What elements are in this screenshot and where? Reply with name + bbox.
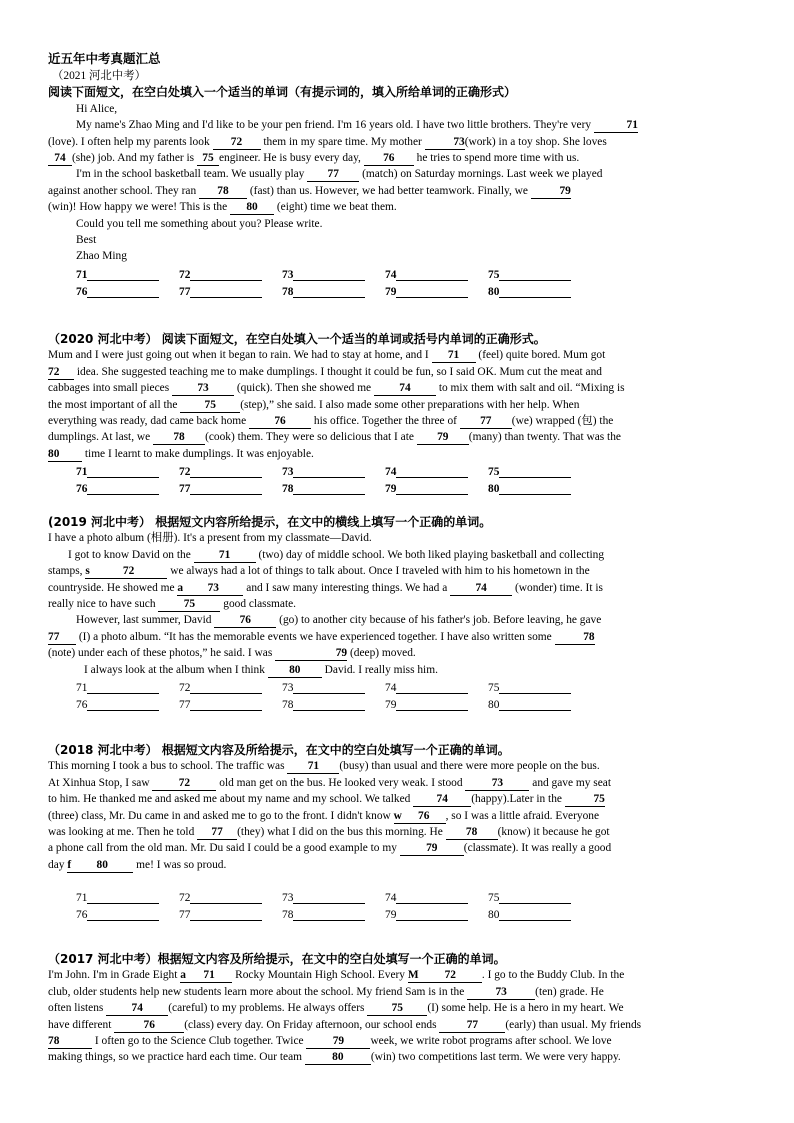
- answer-line[interactable]: [87, 908, 159, 921]
- blank-80[interactable]: 80: [305, 1051, 371, 1065]
- answer-line[interactable]: [293, 681, 365, 694]
- passage-text: (deep) moved.: [349, 647, 416, 660]
- answer-line[interactable]: [396, 681, 468, 694]
- passage-text: (fast) than us. However, we had better teamwork. Finally, we: [249, 184, 528, 197]
- answer-line[interactable]: [87, 465, 159, 478]
- blank-75[interactable]: 75: [565, 793, 605, 807]
- answer-line[interactable]: [293, 891, 365, 904]
- passage-text: (ten) grade. He: [535, 985, 604, 998]
- blank-73[interactable]: 73: [465, 777, 529, 791]
- passage-text: stamps,: [48, 565, 83, 578]
- blank-79[interactable]: 79: [531, 185, 571, 199]
- passage-text: (I) a photo album. “It has the memorable events we have experienced together. I have also written some: [78, 630, 552, 643]
- blank-80-hint-f[interactable]: f 80: [67, 859, 133, 873]
- passage-text: (she) job. And my father is: [72, 152, 195, 165]
- passage-text: (cook) them. They were so delicious that I ate: [205, 431, 414, 444]
- answer-line[interactable]: [293, 285, 365, 298]
- passage-text: I have a photo album (相册). It's a present from my classmate—David.: [48, 532, 372, 545]
- passage-text: (classmate). It was really a good: [463, 842, 612, 855]
- passage-text: (wonder) time. It is: [515, 581, 603, 594]
- passage-text: dumplings. At last, we: [48, 431, 151, 444]
- blank-71[interactable]: 71: [287, 760, 339, 774]
- passage-text: (love). I often help my parents look: [48, 135, 210, 148]
- passage-text: against another school. They ran: [48, 184, 197, 197]
- passage-text: This morning I took a bus to school. The traffic was: [48, 760, 285, 773]
- answer-line[interactable]: [396, 891, 468, 904]
- blank-80[interactable]: 80: [268, 664, 322, 678]
- passage-text: (eight) time we beat them.: [276, 201, 397, 214]
- answer-line[interactable]: [499, 681, 571, 694]
- answer-line[interactable]: [499, 698, 571, 711]
- answer-line[interactable]: [190, 908, 262, 921]
- blank-76[interactable]: 76: [364, 152, 414, 166]
- passage-text: (go) to another city because of his father's job. Before leaving, he gave: [279, 614, 602, 627]
- blank-75[interactable]: 75: [197, 152, 219, 166]
- blank-73[interactable]: 73: [172, 382, 234, 396]
- answer-line[interactable]: [396, 482, 468, 495]
- passage-text: he tries to spend more time with us.: [416, 152, 580, 165]
- blank-80[interactable]: 80: [48, 448, 82, 462]
- blank-77[interactable]: 77: [460, 415, 512, 429]
- blank-78[interactable]: 78: [199, 185, 247, 199]
- blank-72[interactable]: 72: [152, 777, 216, 791]
- answer-line[interactable]: [190, 285, 262, 298]
- passage-text: cabbages into small pieces: [48, 382, 170, 395]
- blank-75[interactable]: 75: [367, 1002, 427, 1016]
- answer-line[interactable]: [396, 285, 468, 298]
- section-2018: [48, 742, 746, 873]
- passage-text: we always had a lot of things to talk about. Once I traveled with him to his hometown in the: [170, 565, 590, 578]
- blank-72[interactable]: 72: [213, 136, 261, 150]
- passage-text: to him. He thanked me and asked me about my name and my school. We talked: [48, 793, 411, 806]
- passage-text: At Xinhua Stop, I saw: [48, 776, 150, 789]
- blank-73[interactable]: 73: [425, 136, 465, 150]
- answer-line[interactable]: [87, 482, 159, 495]
- blank-76-hint-w[interactable]: w 76: [394, 810, 446, 824]
- section-2020: [48, 331, 746, 462]
- passage-text: them in my spare time. My mother: [263, 135, 422, 148]
- blank-76[interactable]: 76: [214, 614, 276, 628]
- answer-line[interactable]: [396, 268, 468, 281]
- passage-text: Mum and I were just going out when it began to rain. We had to stay at home, and I: [48, 349, 429, 362]
- passage-text: (careful) to my problems. He always offers: [168, 1002, 365, 1015]
- blank-77[interactable]: 77: [197, 826, 237, 840]
- blank-71[interactable]: 71: [432, 349, 476, 363]
- passage-text: me! I was so proud.: [136, 858, 227, 871]
- passage-text: (know) it because he got: [497, 826, 610, 839]
- blank-78[interactable]: 78: [48, 1035, 92, 1049]
- passage-text: was looking at me. Then he told: [48, 826, 195, 839]
- blank-74[interactable]: 74: [106, 1002, 168, 1016]
- answer-line[interactable]: [499, 268, 571, 281]
- section-heading: （2017 河北中考）根据短文内容及所给提示，在文中的空白处填写一个正确的单词。: [48, 952, 506, 966]
- section-2021: [48, 68, 746, 265]
- answer-line[interactable]: [293, 268, 365, 281]
- passage-text: (match) on Saturday mornings. Last week we played: [362, 168, 603, 181]
- passage-text: often listens: [48, 1002, 104, 1015]
- answer-line[interactable]: [293, 908, 365, 921]
- answer-line[interactable]: [396, 908, 468, 921]
- answer-line[interactable]: [190, 698, 262, 711]
- answer-line[interactable]: [293, 465, 365, 478]
- passage-text: the most important of all the: [48, 398, 178, 411]
- passage-text: making things, so we practice hard each time. Our team: [48, 1051, 302, 1064]
- passage-text: I often go to the Science Club together. Twice: [94, 1035, 304, 1048]
- section-heading: （2020 河北中考） 阅读下面短文，在空白处填入一个适当的单词或括号内单词的正确形式。: [48, 332, 546, 346]
- passage-text: (quick). Then she showed me: [236, 382, 372, 395]
- passage-text: David. I really miss him.: [324, 663, 438, 676]
- blank-75[interactable]: 75: [180, 399, 240, 413]
- blank-77[interactable]: 77: [439, 1019, 505, 1033]
- passage-text: club, older students help new students learn more about the school. My friend Sam is in the: [48, 985, 465, 998]
- blank-75[interactable]: 75: [158, 598, 220, 612]
- blank-72-hint-s[interactable]: s 72: [85, 565, 167, 579]
- passage-text: really nice to have such: [48, 598, 156, 611]
- passage-text: (many) than twenty. That was the: [468, 431, 621, 444]
- passage-text: (note) under each of these photos,” he said. I was: [48, 647, 273, 660]
- passage-text: (I) some help. He is a hero in my heart. We: [427, 1002, 624, 1015]
- answer-line[interactable]: [396, 698, 468, 711]
- answer-line[interactable]: [190, 891, 262, 904]
- passage-text: time I learnt to make dumplings. It was enjoyable.: [84, 447, 314, 460]
- passage-text: (work) in a toy shop. She loves: [464, 135, 607, 148]
- answer-line[interactable]: [87, 681, 159, 694]
- passage-text: However, last summer, David: [76, 614, 212, 627]
- passage-text: old man get on the bus. He looked very weak. I stood: [219, 776, 463, 789]
- blank-76[interactable]: 76: [249, 415, 311, 429]
- blank-79[interactable]: 79: [417, 431, 469, 445]
- passage-text: idea. She suggested teaching me to make dumplings. I thought it could be fun, so I said OK. Mum cut the meat and: [76, 365, 602, 378]
- passage-text: (two) day of middle school. We both liked playing basketball and collecting: [258, 548, 605, 561]
- answer-line[interactable]: [190, 482, 262, 495]
- passage-text: have different: [48, 1018, 112, 1031]
- passage-text: My name's Zhao Ming and I'd like to be your pen friend. I'm 16 years old. I have two little brothers. They're very: [76, 119, 592, 132]
- passage-text: to mix them with salt and oil. “Mixing is: [438, 382, 625, 395]
- blank-77[interactable]: 77: [307, 168, 359, 182]
- passage-text: I'm in the school basketball team. We usually play: [76, 168, 305, 181]
- passage-text: (step),” she said. I also made some other preparations with her help. When: [240, 398, 580, 411]
- passage-text: good classmate.: [223, 598, 297, 611]
- blank-79[interactable]: 79: [400, 842, 464, 856]
- answer-line[interactable]: [87, 891, 159, 904]
- section-2019: [48, 514, 746, 678]
- passage-text: , so I was a little afraid. Everyone: [445, 809, 600, 822]
- answer-line[interactable]: [190, 465, 262, 478]
- passage-text: (early) than usual. My friends: [505, 1018, 642, 1031]
- answer-line[interactable]: [190, 268, 262, 281]
- passage-text: (they) what I did on the bus this morning. He: [237, 826, 443, 839]
- blank-73[interactable]: 73: [467, 986, 535, 1000]
- blank-79[interactable]: 79: [306, 1035, 370, 1049]
- answer-line[interactable]: [499, 482, 571, 495]
- letter-signature: Zhao Ming: [76, 250, 127, 263]
- page-title: 近五年中考真题汇总: [48, 51, 161, 66]
- passage-text: I got to know David on the: [68, 548, 191, 561]
- blank-74[interactable]: 74: [450, 582, 512, 596]
- passage-text: (we) wrapped (包) the: [511, 415, 614, 428]
- letter-closing: Best: [76, 234, 97, 247]
- passage-text: . I go to the Buddy Club. In the: [481, 969, 625, 982]
- passage-text: day: [48, 858, 65, 871]
- passage-text: Could you tell me something about you? Please write.: [76, 217, 323, 230]
- answer-line[interactable]: [499, 285, 571, 298]
- passage-text: (happy).Later in the: [471, 793, 562, 806]
- passage-text: (busy) than usual and there were more people on the bus.: [339, 760, 600, 773]
- answer-grid: 71 72 73 74 75 76 77 78 79 80: [76, 677, 591, 711]
- section-tag: （2021 河北中考）: [52, 70, 146, 82]
- answer-line[interactable]: [293, 698, 365, 711]
- section-2017: [48, 951, 746, 1066]
- passage-text: a phone call from the old man. Mr. Du said I could be a good example to my: [48, 842, 397, 855]
- passage-text: I'm John. I'm in Grade Eight: [48, 969, 178, 982]
- blank-71[interactable]: 71: [594, 119, 638, 133]
- blank-78[interactable]: 78: [446, 826, 498, 840]
- blank-74[interactable]: 74: [374, 382, 436, 396]
- answer-grid: 71 72 73 74 75 76 77 78 79 80: [76, 887, 591, 921]
- passage-text: (class) every day. On Friday afternoon, our school ends: [184, 1018, 437, 1031]
- answer-grid: 71 72 73 74 75 76 77 78 79 80: [76, 461, 591, 495]
- passage-text: engineer. He is busy every day,: [218, 152, 361, 165]
- answer-line[interactable]: [87, 698, 159, 711]
- section-instructions: 阅读下面短文，在空白处填入一个适当的单词（有提示词的，填入所给单词的正确形式）: [48, 85, 517, 100]
- answer-line[interactable]: [87, 285, 159, 298]
- blank-78[interactable]: 78: [153, 431, 205, 445]
- answer-line[interactable]: [396, 465, 468, 478]
- blank-79[interactable]: 79: [275, 647, 347, 661]
- passage-text: and I saw many interesting things. We had a: [246, 581, 448, 594]
- passage-text: and gave my seat: [532, 776, 612, 789]
- answer-line[interactable]: [499, 465, 571, 478]
- answer-line[interactable]: [293, 482, 365, 495]
- blank-74[interactable]: 74: [48, 152, 72, 166]
- passage-text: (win)! How happy we were! This is the: [48, 201, 228, 214]
- section-heading: （2018 河北中考） 根据短文内容及所给提示，在文中的空白处填写一个正确的单词。: [48, 743, 510, 757]
- blank-71-hint-a[interactable]: a 71: [180, 969, 232, 983]
- answer-grid: 71 72 73 74 75 76 77 78 79 80: [76, 264, 591, 298]
- blank-74[interactable]: 74: [413, 793, 471, 807]
- passage-text: countryside. He showed me: [48, 581, 175, 594]
- blank-72[interactable]: 72: [48, 366, 74, 380]
- letter-greeting: Hi Alice,: [76, 102, 118, 115]
- passage-text: Rocky Mountain High School. Every: [235, 969, 406, 982]
- blank-78[interactable]: 78: [555, 631, 595, 645]
- answer-line[interactable]: [499, 908, 571, 921]
- passage-text: week, we write robot programs after school. We love: [370, 1035, 612, 1048]
- answer-line[interactable]: [499, 891, 571, 904]
- answer-line[interactable]: [190, 681, 262, 694]
- blank-71[interactable]: 71: [194, 549, 256, 563]
- blank-76[interactable]: 76: [114, 1019, 184, 1033]
- passage-text: (win) two competitions last term. We were very happy.: [370, 1051, 621, 1064]
- section-heading: (2019 河北中考） 根据短文内容所给提示，在文中的横线上填写一个正确的单词。: [48, 515, 492, 529]
- blank-77[interactable]: 77: [48, 631, 76, 645]
- passage-text: his office. Together the three of: [313, 415, 457, 428]
- answer-line[interactable]: [87, 268, 159, 281]
- passage-text: (feel) quite bored. Mum got: [478, 349, 606, 362]
- passage-text: (three) class, Mr. Du came in and asked me to go to the front. I didn't know: [48, 809, 391, 822]
- passage-text: everything was ready, dad came back home: [48, 415, 247, 428]
- blank-80[interactable]: 80: [230, 201, 274, 215]
- blank-72-hint-M[interactable]: M 72: [408, 969, 482, 983]
- blank-73-hint-a[interactable]: a 73: [177, 582, 243, 596]
- passage-text: I always look at the album when I think: [84, 663, 265, 676]
